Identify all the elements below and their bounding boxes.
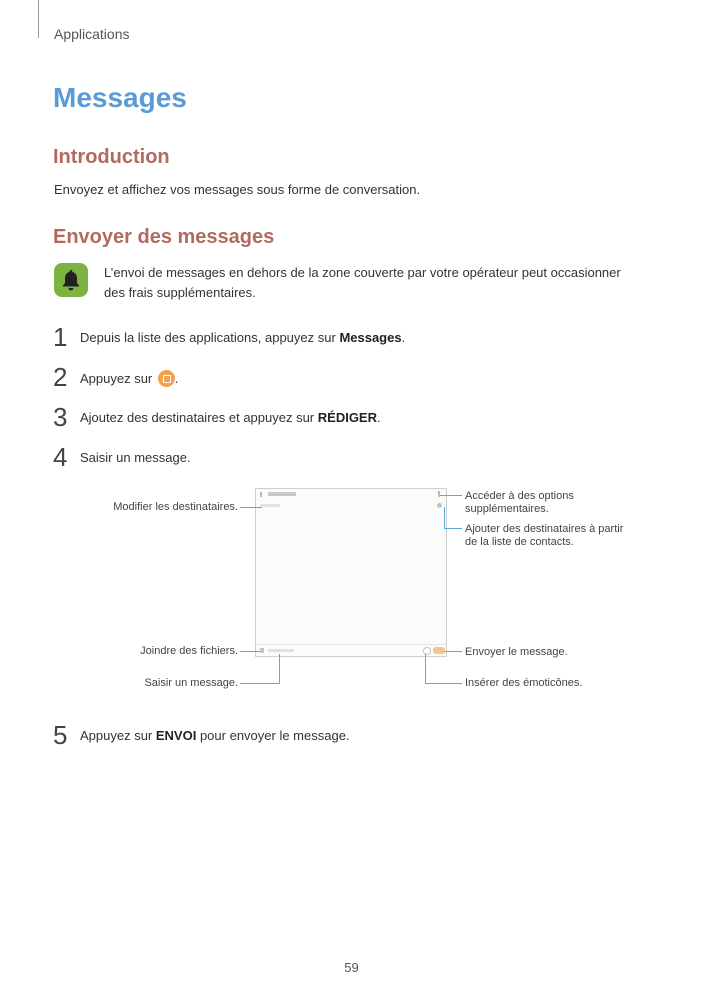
leader-line bbox=[444, 651, 462, 652]
leader-line bbox=[444, 507, 445, 529]
step-4-number: 4 bbox=[53, 442, 68, 472]
header-rule bbox=[38, 0, 39, 38]
add-contact-icon bbox=[437, 503, 442, 508]
recipient-field bbox=[260, 504, 280, 507]
step-1-text: Depuis la liste des applications, appuyez sur Messages. bbox=[80, 330, 406, 345]
step-3-number: 3 bbox=[53, 402, 68, 432]
step-3-text: Ajoutez des destinataires et appuyez sur RÉDIGER. bbox=[80, 410, 381, 425]
step-1-number: 1 bbox=[53, 322, 68, 352]
leader-line bbox=[279, 654, 280, 684]
callout-modify-recipients: Modifier les destinataires. bbox=[113, 501, 238, 513]
more-options-icon bbox=[438, 491, 440, 497]
callout-more-options: Accéder à des options supplémentaires. bbox=[465, 490, 574, 515]
section-label: Applications bbox=[54, 26, 130, 42]
page-number: 59 bbox=[344, 960, 359, 975]
callout-attach-files: Joindre des fichiers. bbox=[140, 645, 238, 657]
input-divider bbox=[256, 644, 446, 645]
back-icon bbox=[260, 492, 262, 497]
step-5-number: 5 bbox=[53, 720, 68, 750]
callout-add-from-contacts: Ajouter des destinataires à partir de la liste de contacts. bbox=[465, 523, 624, 548]
step-5-text: Appuyez sur ENVOI pour envoyer le message. bbox=[80, 728, 350, 743]
recipient-chip bbox=[268, 492, 296, 496]
leader-line bbox=[240, 683, 280, 684]
callout-insert-emoticons: Insérer des émoticônes. bbox=[465, 677, 583, 689]
compose-icon bbox=[158, 370, 175, 387]
page-title: Messages bbox=[53, 82, 187, 113]
intro-heading: Introduction bbox=[53, 146, 170, 168]
step-2-text: Appuyez sur . bbox=[80, 371, 179, 386]
attach-icon bbox=[260, 648, 264, 653]
leader-line bbox=[240, 507, 262, 508]
step-2-number: 2 bbox=[53, 362, 68, 392]
leader-line bbox=[425, 654, 426, 684]
leader-line bbox=[240, 651, 260, 652]
leader-line bbox=[444, 528, 462, 529]
step-4-text: Saisir un message. bbox=[80, 450, 191, 465]
message-input bbox=[268, 649, 294, 652]
intro-text: Envoyez et affichez vos messages sous forme de conversation. bbox=[54, 182, 421, 197]
send-heading: Envoyer des messages bbox=[53, 226, 275, 248]
callout-enter-message: Saisir un message. bbox=[144, 677, 238, 689]
callout-send-message: Envoyer le message. bbox=[465, 646, 568, 658]
leader-line bbox=[425, 683, 462, 684]
note-text: L’envoi de messages en dehors de la zone couverte par votre opérateur peut occasionner des frais supplémentaires. bbox=[104, 265, 621, 300]
leader-line bbox=[440, 495, 462, 496]
compose-screen-figure bbox=[255, 488, 447, 657]
bell-note-icon bbox=[54, 263, 88, 297]
